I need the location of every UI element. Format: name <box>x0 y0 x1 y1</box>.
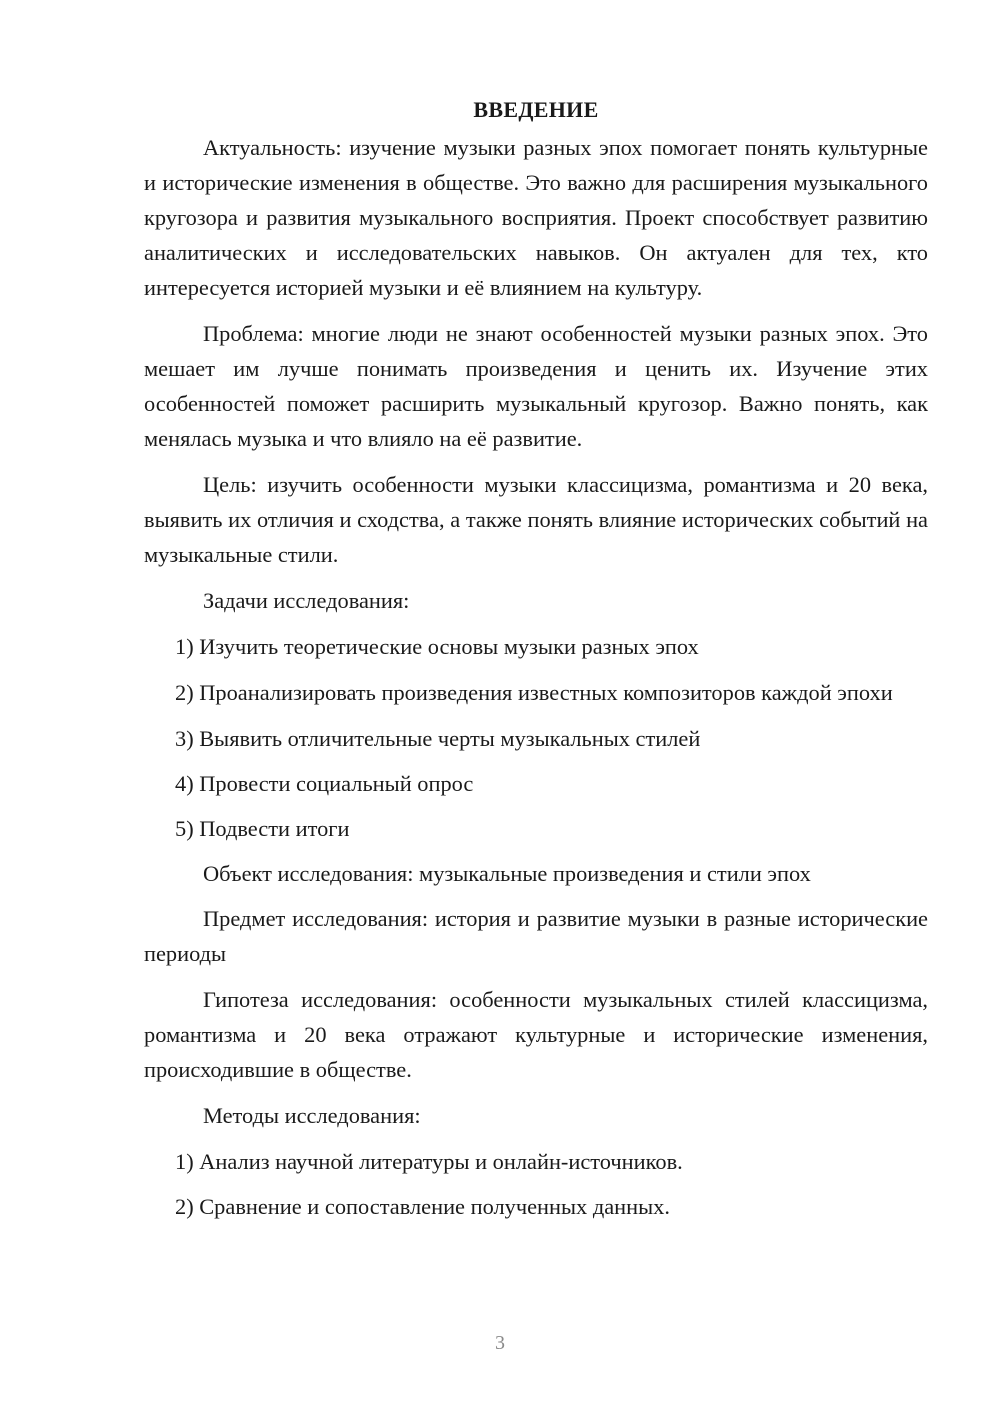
task-item-1: 1) Изучить теоретические основы музыки разных эпох <box>175 634 699 659</box>
page-number: 3 <box>495 1332 505 1354</box>
tasks-heading: Задачи исследования: <box>203 588 410 613</box>
task-item-4: 4) Провести социальный опрос <box>175 771 474 796</box>
section-title: ВВЕДЕНИЕ <box>473 97 599 122</box>
paragraph-problem: Проблема: многие люди не знают особенностей музыки разных эпох. Это мешает им лучше понимать произведения и ценить их. Изучение этих особенностей поможет расширить музыкальный кругозор. Важно понять, как менялась музыка и что влияло на её развитие. <box>144 321 928 451</box>
paragraph-object: Объект исследования: музыкальные произведения и стили эпох <box>203 861 811 886</box>
task-item-3: 3) Выявить отличительные черты музыкальных стилей <box>175 726 701 751</box>
paragraph-goal: Цель: изучить особенности музыки классицизма, романтизма и 20 века, выявить их отличия и сходства, а также понять влияние исторических событий на музыкальные стили. <box>144 472 928 567</box>
task-item-2: 2) Проанализировать произведения известных композиторов каждой эпохи <box>175 680 893 705</box>
paragraph-relevance: Актуальность: изучение музыки разных эпох помогает понять культурные и исторические изменения в обществе. Это важно для расширения музыкального кругозора и развития музыкального восприятия. Проект способствует развитию аналитических и исследовательских навыков. Он актуален для тех, кто интересуется историей музыки и её влиянием на культуру. <box>144 135 928 300</box>
task-item-5: 5) Подвести итоги <box>175 816 350 841</box>
document-body <box>144 92 928 1224</box>
method-item-1: 1) Анализ научной литературы и онлайн-источников. <box>175 1149 683 1174</box>
method-item-2: 2) Сравнение и сопоставление полученных данных. <box>175 1194 670 1219</box>
paragraph-subject: Предмет исследования: история и развитие музыки в разные исторические периоды <box>144 906 928 966</box>
methods-heading: Методы исследования: <box>203 1103 421 1128</box>
paragraph-hypothesis: Гипотеза исследования: особенности музыкальных стилей классицизма, романтизма и 20 века отражают культурные и исторические изменения, происходившие в обществе. <box>144 987 928 1082</box>
